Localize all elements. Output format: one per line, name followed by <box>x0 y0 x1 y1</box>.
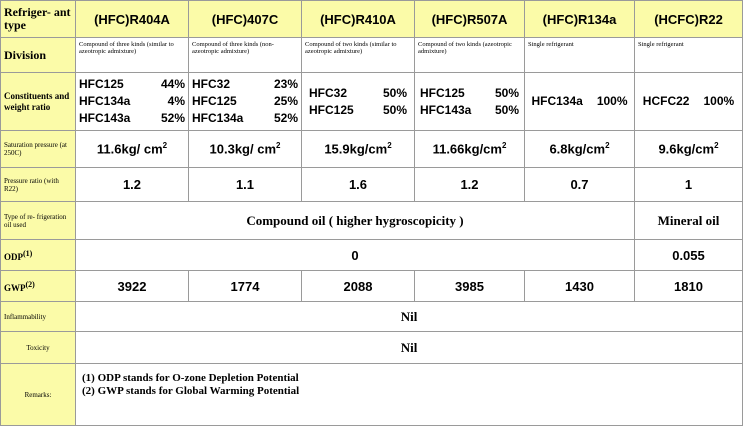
constituents-cell: HCFC22 100% <box>635 73 743 131</box>
pressure-ratio-cell: 0.7 <box>525 168 635 202</box>
column-header-r404a: (HFC)R404A <box>76 1 189 38</box>
pressure-ratio-label: Pressure ratio (with R22) <box>1 168 76 202</box>
refrigerant-type-header: Refriger- ant type <box>1 1 76 38</box>
pressure-ratio-cell: 1.2 <box>76 168 189 202</box>
column-header-r134a: (HFC)R134a <box>525 1 635 38</box>
constituents-cell: HFC125 44% HFC134a 4% HFC143a 52% <box>76 73 189 131</box>
gwp-label: GWP$^{(2)}$ <box>1 271 76 302</box>
constituents-row <box>1 73 743 131</box>
saturation-cell: $6.8kg/cm^2$ <box>525 131 635 168</box>
division-cell: Single refrigerant <box>635 38 743 73</box>
odp-row <box>1 240 743 271</box>
constituents-cell: HFC32 23% HFC125 25% HFC134a 52% <box>189 73 302 131</box>
toxicity-cell: Nil <box>76 332 743 364</box>
saturation-cell: 11.6kg/ $cm^2$ <box>76 131 189 168</box>
saturation-cell: $15.9kg/cm^2$ <box>302 131 415 168</box>
saturation-label: Saturation pressure (at 250C) <box>1 131 76 168</box>
saturation-cell: $9.6kg/cm^2$ <box>635 131 743 168</box>
division-cell: Compound of two kinds (similar to azeotropic admixture) <box>302 38 415 73</box>
compound-oil-cell: Compound oil ( higher hygroscopicity ) <box>76 202 635 240</box>
odp-r22-cell: 0.055 <box>635 240 743 271</box>
remark-gwp: (2) GWP stands for Global Warming Potential <box>82 385 300 397</box>
mineral-oil-cell: Mineral oil <box>635 202 743 240</box>
remark-odp: (1) ODP stands for O-zone Depletion Potential <box>82 372 299 384</box>
remarks-row <box>1 364 743 426</box>
division-cell: Single refrigerant <box>525 38 635 73</box>
saturation-cell: 10.3kg/ $cm^2$ <box>189 131 302 168</box>
pressure-ratio-cell: 1.2 <box>415 168 525 202</box>
gwp-row <box>1 271 743 302</box>
gwp-cell: 1774 <box>189 271 302 302</box>
division-cell: Compound of three kinds (similar to azeotropic admixture) <box>76 38 189 73</box>
remarks-cell <box>76 364 743 426</box>
column-header-r410a: (HFC)R410A <box>302 1 415 38</box>
pressure-ratio-cell: 1.6 <box>302 168 415 202</box>
saturation-row <box>1 131 743 168</box>
saturation-cell: $11.66kg/cm^2$ <box>415 131 525 168</box>
pressure-ratio-cell: 1.1 <box>189 168 302 202</box>
division-cell: Compound of three kinds (non-azeotropic admixture) <box>189 38 302 73</box>
gwp-cell: 3922 <box>76 271 189 302</box>
division-cell: Compound of two kinds (azeotropic admixture) <box>415 38 525 73</box>
inflammability-label: Inflammability <box>1 302 76 332</box>
constituents-cell: HFC32 50% HFC125 50% <box>302 73 415 131</box>
oil-row <box>1 202 743 240</box>
constituents-cell: HFC125 50% HFC143a 50% <box>415 73 525 131</box>
column-header-407c: (HFC)407C <box>189 1 302 38</box>
pressure-ratio-row <box>1 168 743 202</box>
constituents-cell: HFC134a 100% <box>525 73 635 131</box>
oil-label: Type of re- frigeration oil used <box>1 202 76 240</box>
inflammability-cell: Nil <box>76 302 743 332</box>
odp-label: ODP$^{(1)}$ <box>1 240 76 271</box>
column-header-r507a: (HFC)R507A <box>415 1 525 38</box>
gwp-cell: 3985 <box>415 271 525 302</box>
division-label: Division <box>1 38 76 73</box>
constituents-label: Constituents and weight ratio <box>1 73 76 131</box>
gwp-cell: 1810 <box>635 271 743 302</box>
pressure-ratio-cell: 1 <box>635 168 743 202</box>
division-row <box>1 38 743 73</box>
gwp-cell: 1430 <box>525 271 635 302</box>
toxicity-label: Toxicity <box>1 332 76 364</box>
odp-hfc-cell: 0 <box>76 240 635 271</box>
remarks-label: Remarks: <box>1 364 76 426</box>
toxicity-row <box>1 332 743 364</box>
inflammability-row <box>1 302 743 332</box>
gwp-cell: 2088 <box>302 271 415 302</box>
header-row <box>1 1 743 38</box>
column-header-r22: (HCFC)R22 <box>635 1 743 38</box>
